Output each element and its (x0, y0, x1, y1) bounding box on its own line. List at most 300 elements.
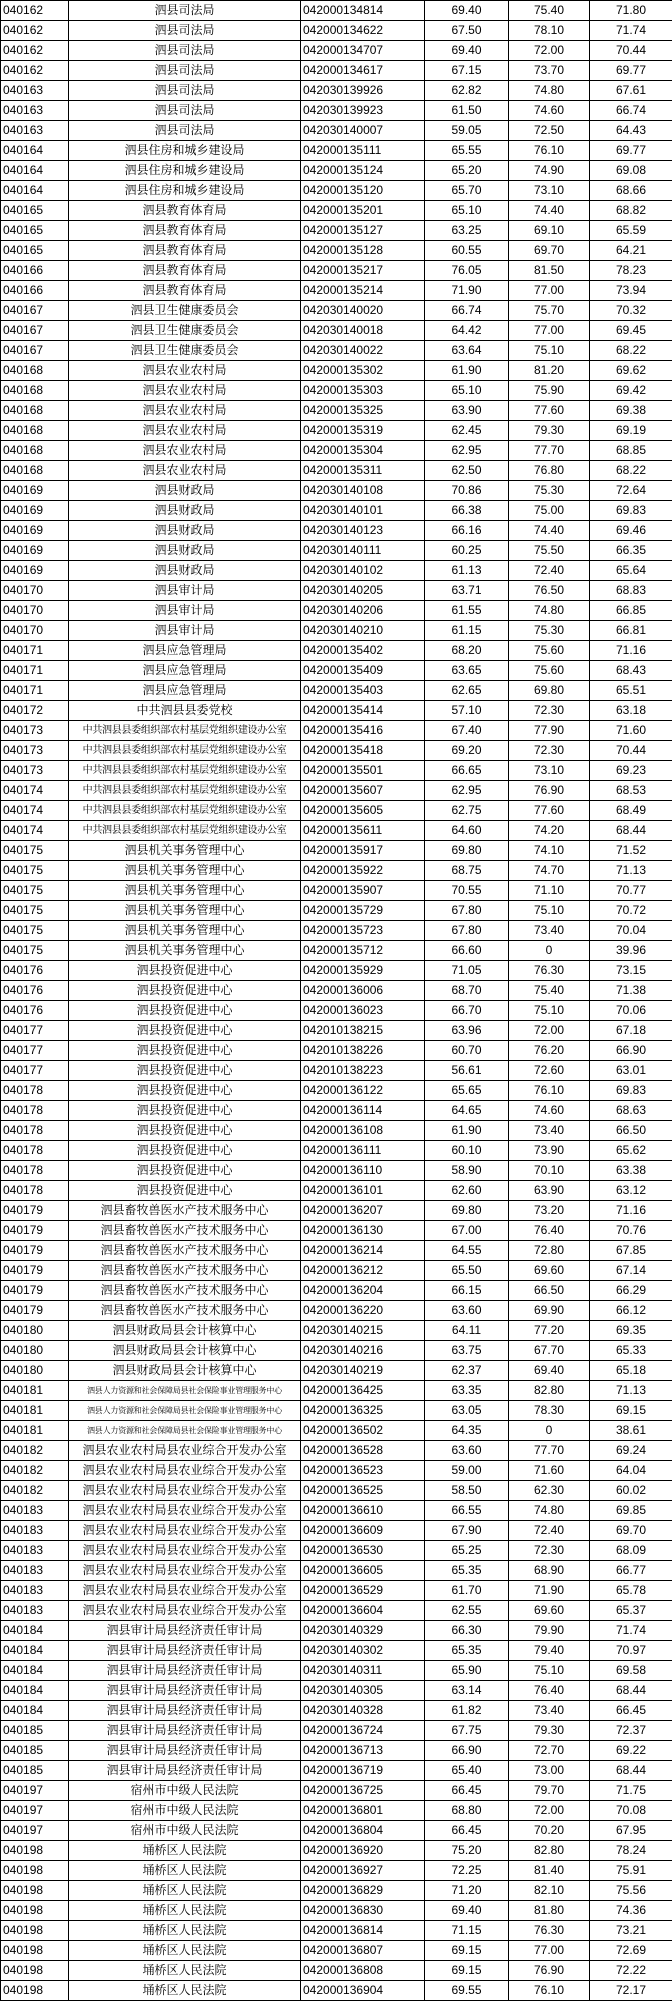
total-score-cell: 71.16 (590, 1201, 672, 1221)
exam-id-cell: 042030139923 (301, 101, 425, 121)
exam-id-cell: 042000136212 (301, 1261, 425, 1281)
interview-score-cell: 74.80 (509, 81, 590, 101)
exam-id-cell: 042000135723 (301, 921, 425, 941)
written-score-cell: 63.60 (425, 1441, 509, 1461)
position-code-cell: 040197 (1, 1821, 69, 1841)
total-score-cell: 70.04 (590, 921, 672, 941)
written-score-cell: 71.90 (425, 281, 509, 301)
interview-score-cell: 82.10 (509, 1881, 590, 1901)
table-row (1, 841, 672, 861)
position-code-cell: 040185 (1, 1721, 69, 1741)
table-row (1, 1581, 672, 1601)
exam-id-cell: 042000136006 (301, 981, 425, 1001)
position-code-cell: 040198 (1, 1861, 69, 1881)
interview-score-cell: 75.10 (509, 1001, 590, 1021)
table-row (1, 1801, 672, 1821)
total-score-cell: 69.85 (590, 1501, 672, 1521)
interview-score-cell: 73.70 (509, 61, 590, 81)
unit-name-cell: 泗县畜牧兽医水产技术服务中心 (69, 1241, 301, 1261)
exam-id-cell: 042000135501 (301, 761, 425, 781)
written-score-cell: 66.55 (425, 1501, 509, 1521)
interview-score-cell: 79.30 (509, 421, 590, 441)
written-score-cell: 63.60 (425, 1301, 509, 1321)
unit-name-cell: 泗县畜牧兽医水产技术服务中心 (69, 1201, 301, 1221)
table-row (1, 1161, 672, 1181)
unit-name-cell: 宿州市中级人民法院 (69, 1801, 301, 1821)
total-score-cell: 69.83 (590, 1081, 672, 1101)
unit-name-cell: 泗县机关事务管理中心 (69, 921, 301, 941)
written-score-cell: 67.75 (425, 1721, 509, 1741)
total-score-cell: 71.74 (590, 21, 672, 41)
table-row (1, 1401, 672, 1421)
table-row (1, 1861, 672, 1881)
interview-score-cell: 81.40 (509, 1861, 590, 1881)
position-code-cell: 040181 (1, 1421, 69, 1441)
written-score-cell: 62.50 (425, 461, 509, 481)
unit-name-cell: 泗县机关事务管理中心 (69, 941, 301, 961)
exam-id-cell: 042000135304 (301, 441, 425, 461)
interview-score-cell: 73.10 (509, 181, 590, 201)
interview-score-cell: 77.60 (509, 801, 590, 821)
unit-name-cell: 泗县审计局县经济责任审计局 (69, 1741, 301, 1761)
exam-id-cell: 042030140311 (301, 1661, 425, 1681)
interview-score-cell: 76.10 (509, 1081, 590, 1101)
interview-score-cell: 82.80 (509, 1381, 590, 1401)
exam-id-cell: 042030140123 (301, 521, 425, 541)
total-score-cell: 78.23 (590, 261, 672, 281)
unit-name-cell: 泗县农业农村局县农业综合开发办公室 (69, 1461, 301, 1481)
unit-name-cell: 泗县司法局 (69, 1, 301, 21)
table-row (1, 1961, 672, 1981)
total-score-cell: 65.64 (590, 561, 672, 581)
unit-name-cell: 泗县畜牧兽医水产技术服务中心 (69, 1301, 301, 1321)
exam-id-cell: 042000135729 (301, 901, 425, 921)
interview-score-cell: 68.90 (509, 1561, 590, 1581)
unit-name-cell: 泗县财政局 (69, 541, 301, 561)
written-score-cell: 61.55 (425, 601, 509, 621)
exam-id-cell: 042000136528 (301, 1441, 425, 1461)
exam-id-cell: 042030140007 (301, 121, 425, 141)
total-score-cell: 71.13 (590, 861, 672, 881)
unit-name-cell: 泗县农业农村局县农业综合开发办公室 (69, 1441, 301, 1461)
table-row (1, 161, 672, 181)
written-score-cell: 63.90 (425, 401, 509, 421)
interview-score-cell: 75.10 (509, 1661, 590, 1681)
unit-name-cell: 泗县卫生健康委员会 (69, 341, 301, 361)
position-code-cell: 040180 (1, 1321, 69, 1341)
unit-name-cell: 埇桥区人民法院 (69, 1941, 301, 1961)
position-code-cell: 040168 (1, 441, 69, 461)
table-row (1, 1981, 672, 2001)
written-score-cell: 61.82 (425, 1701, 509, 1721)
total-score-cell: 69.38 (590, 401, 672, 421)
total-score-cell: 75.56 (590, 1881, 672, 1901)
total-score-cell: 68.43 (590, 661, 672, 681)
interview-score-cell: 74.10 (509, 841, 590, 861)
exam-id-cell: 042000134814 (301, 1, 425, 21)
total-score-cell: 69.83 (590, 501, 672, 521)
position-code-cell: 040197 (1, 1801, 69, 1821)
written-score-cell: 62.37 (425, 1361, 509, 1381)
exam-id-cell: 042000136110 (301, 1161, 425, 1181)
written-score-cell: 60.55 (425, 241, 509, 261)
position-code-cell: 040168 (1, 401, 69, 421)
table-row (1, 1501, 672, 1521)
position-code-cell: 040178 (1, 1181, 69, 1201)
table-row (1, 661, 672, 681)
table-row (1, 1601, 672, 1621)
written-score-cell: 65.50 (425, 1261, 509, 1281)
position-code-cell: 040170 (1, 601, 69, 621)
exam-id-cell: 042030140210 (301, 621, 425, 641)
unit-name-cell: 泗县投资促进中心 (69, 1181, 301, 1201)
position-code-cell: 040162 (1, 1, 69, 21)
unit-name-cell: 泗县投资促进中心 (69, 1081, 301, 1101)
exam-id-cell: 042030140305 (301, 1681, 425, 1701)
unit-name-cell: 中共泗县县委组织部农村基层党组织建设办公室 (69, 801, 301, 821)
total-score-cell: 66.81 (590, 621, 672, 641)
position-code-cell: 040167 (1, 301, 69, 321)
interview-score-cell: 75.50 (509, 541, 590, 561)
position-code-cell: 040184 (1, 1641, 69, 1661)
total-score-cell: 65.59 (590, 221, 672, 241)
total-score-cell: 68.63 (590, 1101, 672, 1121)
interview-score-cell: 75.10 (509, 341, 590, 361)
interview-score-cell: 73.00 (509, 1761, 590, 1781)
total-score-cell: 70.97 (590, 1641, 672, 1661)
exam-id-cell: 042000136130 (301, 1221, 425, 1241)
interview-score-cell: 75.60 (509, 661, 590, 681)
total-score-cell: 68.49 (590, 801, 672, 821)
unit-name-cell: 泗县机关事务管理中心 (69, 841, 301, 861)
table-row (1, 121, 672, 141)
total-score-cell: 72.64 (590, 481, 672, 501)
total-score-cell: 74.36 (590, 1901, 672, 1921)
position-code-cell: 040180 (1, 1361, 69, 1381)
total-score-cell: 67.18 (590, 1021, 672, 1041)
exam-id-cell: 042000135409 (301, 661, 425, 681)
position-code-cell: 040179 (1, 1281, 69, 1301)
exam-id-cell: 042000135917 (301, 841, 425, 861)
exam-id-cell: 042000136023 (301, 1001, 425, 1021)
position-code-cell: 040168 (1, 361, 69, 381)
written-score-cell: 64.65 (425, 1101, 509, 1121)
unit-name-cell: 泗县农业农村局县农业综合开发办公室 (69, 1581, 301, 1601)
written-score-cell: 69.40 (425, 41, 509, 61)
table-row (1, 241, 672, 261)
written-score-cell: 69.80 (425, 841, 509, 861)
interview-score-cell: 76.50 (509, 581, 590, 601)
table-row (1, 1001, 672, 1021)
position-code-cell: 040177 (1, 1041, 69, 1061)
interview-score-cell: 69.60 (509, 1601, 590, 1621)
position-code-cell: 040166 (1, 261, 69, 281)
written-score-cell: 65.70 (425, 181, 509, 201)
interview-score-cell: 74.70 (509, 861, 590, 881)
unit-name-cell: 泗县农业农村局 (69, 421, 301, 441)
written-score-cell: 59.05 (425, 121, 509, 141)
position-code-cell: 040185 (1, 1761, 69, 1781)
unit-name-cell: 泗县司法局 (69, 41, 301, 61)
total-score-cell: 69.58 (590, 1661, 672, 1681)
written-score-cell: 76.05 (425, 261, 509, 281)
written-score-cell: 63.14 (425, 1681, 509, 1701)
interview-score-cell: 0 (509, 941, 590, 961)
total-score-cell: 68.22 (590, 341, 672, 361)
written-score-cell: 64.42 (425, 321, 509, 341)
position-code-cell: 040175 (1, 921, 69, 941)
unit-name-cell: 泗县司法局 (69, 21, 301, 41)
written-score-cell: 66.65 (425, 761, 509, 781)
position-code-cell: 040169 (1, 501, 69, 521)
interview-score-cell: 76.30 (509, 1921, 590, 1941)
unit-name-cell: 泗县应急管理局 (69, 681, 301, 701)
exam-id-cell: 042030140302 (301, 1641, 425, 1661)
position-code-cell: 040183 (1, 1581, 69, 1601)
interview-score-cell: 72.60 (509, 1061, 590, 1081)
total-score-cell: 69.42 (590, 381, 672, 401)
table-row (1, 201, 672, 221)
position-code-cell: 040178 (1, 1081, 69, 1101)
position-code-cell: 040176 (1, 1001, 69, 1021)
exam-id-cell: 042000136804 (301, 1821, 425, 1841)
interview-score-cell: 75.30 (509, 481, 590, 501)
exam-id-cell: 042000136724 (301, 1721, 425, 1741)
exam-id-cell: 042000135319 (301, 421, 425, 441)
written-score-cell: 64.11 (425, 1321, 509, 1341)
written-score-cell: 62.95 (425, 781, 509, 801)
position-code-cell: 040179 (1, 1241, 69, 1261)
unit-name-cell: 埇桥区人民法院 (69, 1881, 301, 1901)
written-score-cell: 66.74 (425, 301, 509, 321)
table-row (1, 461, 672, 481)
interview-score-cell: 70.20 (509, 1821, 590, 1841)
unit-name-cell: 泗县人力资源和社会保障局县社会保险事业管理服务中心 (69, 1401, 301, 1421)
total-score-cell: 66.74 (590, 101, 672, 121)
written-score-cell: 66.45 (425, 1781, 509, 1801)
table-row (1, 1041, 672, 1061)
position-code-cell: 040167 (1, 321, 69, 341)
position-code-cell: 040183 (1, 1561, 69, 1581)
exam-id-cell: 042000135127 (301, 221, 425, 241)
table-row (1, 1061, 672, 1081)
unit-name-cell: 泗县农业农村局 (69, 461, 301, 481)
exam-id-cell: 042030140206 (301, 601, 425, 621)
unit-name-cell: 泗县农业农村局 (69, 361, 301, 381)
unit-name-cell: 泗县司法局 (69, 81, 301, 101)
table-row (1, 1721, 672, 1741)
interview-score-cell: 77.60 (509, 401, 590, 421)
unit-name-cell: 泗县投资促进中心 (69, 961, 301, 981)
table-row (1, 961, 672, 981)
total-score-cell: 71.75 (590, 1781, 672, 1801)
written-score-cell: 65.65 (425, 1081, 509, 1101)
unit-name-cell: 泗县畜牧兽医水产技术服务中心 (69, 1281, 301, 1301)
table-row (1, 1301, 672, 1321)
unit-name-cell: 泗县财政局县会计核算中心 (69, 1341, 301, 1361)
position-code-cell: 040182 (1, 1481, 69, 1501)
unit-name-cell: 泗县农业农村局县农业综合开发办公室 (69, 1601, 301, 1621)
written-score-cell: 66.30 (425, 1621, 509, 1641)
unit-name-cell: 泗县审计局县经济责任审计局 (69, 1641, 301, 1661)
table-row (1, 441, 672, 461)
unit-name-cell: 泗县审计局县经济责任审计局 (69, 1681, 301, 1701)
table-row (1, 1481, 672, 1501)
written-score-cell: 70.55 (425, 881, 509, 901)
written-score-cell: 63.96 (425, 1021, 509, 1041)
exam-id-cell: 042000136523 (301, 1461, 425, 1481)
table-row (1, 581, 672, 601)
total-score-cell: 71.13 (590, 1381, 672, 1401)
written-score-cell: 65.35 (425, 1561, 509, 1581)
written-score-cell: 67.80 (425, 901, 509, 921)
total-score-cell: 69.24 (590, 1441, 672, 1461)
written-score-cell: 64.60 (425, 821, 509, 841)
table-row (1, 1941, 672, 1961)
unit-name-cell: 泗县畜牧兽医水产技术服务中心 (69, 1221, 301, 1241)
total-score-cell: 69.46 (590, 521, 672, 541)
position-code-cell: 040198 (1, 1901, 69, 1921)
table-row (1, 1281, 672, 1301)
exam-id-cell: 042000135605 (301, 801, 425, 821)
position-code-cell: 040184 (1, 1661, 69, 1681)
table-row (1, 1921, 672, 1941)
table-row (1, 1121, 672, 1141)
exam-id-cell: 042000135414 (301, 701, 425, 721)
interview-score-cell: 77.00 (509, 281, 590, 301)
position-code-cell: 040185 (1, 1741, 69, 1761)
position-code-cell: 040162 (1, 61, 69, 81)
position-code-cell: 040179 (1, 1201, 69, 1221)
interview-score-cell: 75.30 (509, 621, 590, 641)
interview-score-cell: 69.40 (509, 1361, 590, 1381)
table-row (1, 861, 672, 881)
written-score-cell: 61.15 (425, 621, 509, 641)
table-row (1, 401, 672, 421)
table-row (1, 81, 672, 101)
position-code-cell: 040177 (1, 1061, 69, 1081)
written-score-cell: 67.00 (425, 1221, 509, 1241)
exam-id-cell: 042000136525 (301, 1481, 425, 1501)
interview-score-cell: 72.00 (509, 1801, 590, 1821)
interview-score-cell: 78.10 (509, 21, 590, 41)
table-row (1, 541, 672, 561)
written-score-cell: 60.25 (425, 541, 509, 561)
total-score-cell: 70.06 (590, 1001, 672, 1021)
total-score-cell: 72.69 (590, 1941, 672, 1961)
position-code-cell: 040179 (1, 1221, 69, 1241)
written-score-cell: 62.75 (425, 801, 509, 821)
interview-score-cell: 77.70 (509, 1441, 590, 1461)
interview-score-cell: 77.90 (509, 721, 590, 741)
table-row (1, 621, 672, 641)
position-code-cell: 040163 (1, 101, 69, 121)
interview-score-cell: 75.40 (509, 1, 590, 21)
exam-id-cell: 042000135402 (301, 641, 425, 661)
written-score-cell: 63.05 (425, 1401, 509, 1421)
written-score-cell: 58.50 (425, 1481, 509, 1501)
unit-name-cell: 泗县农业农村局县农业综合开发办公室 (69, 1561, 301, 1581)
table-row (1, 21, 672, 41)
position-code-cell: 040175 (1, 901, 69, 921)
unit-name-cell: 泗县投资促进中心 (69, 981, 301, 1001)
position-code-cell: 040165 (1, 221, 69, 241)
total-score-cell: 66.29 (590, 1281, 672, 1301)
table-row (1, 1701, 672, 1721)
exam-id-cell: 042030140018 (301, 321, 425, 341)
interview-score-cell: 79.30 (509, 1721, 590, 1741)
total-score-cell: 60.02 (590, 1481, 672, 1501)
total-score-cell: 72.22 (590, 1961, 672, 1981)
table-row (1, 741, 672, 761)
total-score-cell: 71.16 (590, 641, 672, 661)
position-code-cell: 040181 (1, 1381, 69, 1401)
interview-score-cell: 77.20 (509, 1321, 590, 1341)
exam-id-cell: 042030140102 (301, 561, 425, 581)
table-row (1, 981, 672, 1001)
position-code-cell: 040164 (1, 141, 69, 161)
position-code-cell: 040175 (1, 861, 69, 881)
unit-name-cell: 泗县财政局 (69, 521, 301, 541)
table-row (1, 1681, 672, 1701)
table-row (1, 1761, 672, 1781)
total-score-cell: 67.85 (590, 1241, 672, 1261)
interview-score-cell: 72.30 (509, 701, 590, 721)
unit-name-cell: 中共泗县县委组织部农村基层党组织建设办公室 (69, 761, 301, 781)
exam-id-cell: 042000136725 (301, 1781, 425, 1801)
total-score-cell: 70.72 (590, 901, 672, 921)
written-score-cell: 62.45 (425, 421, 509, 441)
interview-score-cell: 81.20 (509, 361, 590, 381)
written-score-cell: 65.10 (425, 381, 509, 401)
total-score-cell: 73.21 (590, 1921, 672, 1941)
interview-score-cell: 72.50 (509, 121, 590, 141)
unit-name-cell: 埇桥区人民法院 (69, 1921, 301, 1941)
total-score-cell: 70.08 (590, 1801, 672, 1821)
interview-score-cell: 71.90 (509, 1581, 590, 1601)
interview-score-cell: 74.80 (509, 601, 590, 621)
written-score-cell: 58.90 (425, 1161, 509, 1181)
position-code-cell: 040173 (1, 761, 69, 781)
unit-name-cell: 宿州市中级人民法院 (69, 1781, 301, 1801)
interview-score-cell: 78.30 (509, 1401, 590, 1421)
unit-name-cell: 泗县审计局县经济责任审计局 (69, 1621, 301, 1641)
table-row (1, 1781, 672, 1801)
total-score-cell: 70.44 (590, 41, 672, 61)
written-score-cell: 65.40 (425, 1761, 509, 1781)
written-score-cell: 69.40 (425, 1901, 509, 1921)
table-row (1, 781, 672, 801)
table-row (1, 701, 672, 721)
total-score-cell: 69.77 (590, 141, 672, 161)
interview-score-cell: 72.00 (509, 1021, 590, 1041)
position-code-cell: 040174 (1, 821, 69, 841)
position-code-cell: 040162 (1, 41, 69, 61)
table-row (1, 901, 672, 921)
written-score-cell: 61.50 (425, 101, 509, 121)
unit-name-cell: 泗县农业农村局县农业综合开发办公室 (69, 1521, 301, 1541)
total-score-cell: 69.70 (590, 1521, 672, 1541)
written-score-cell: 64.35 (425, 1421, 509, 1441)
interview-score-cell: 79.40 (509, 1641, 590, 1661)
written-score-cell: 67.80 (425, 921, 509, 941)
exam-id-cell: 042000135124 (301, 161, 425, 181)
position-code-cell: 040170 (1, 581, 69, 601)
written-score-cell: 66.16 (425, 521, 509, 541)
unit-name-cell: 泗县审计局县经济责任审计局 (69, 1721, 301, 1741)
exam-id-cell: 042030139926 (301, 81, 425, 101)
position-code-cell: 040165 (1, 201, 69, 221)
